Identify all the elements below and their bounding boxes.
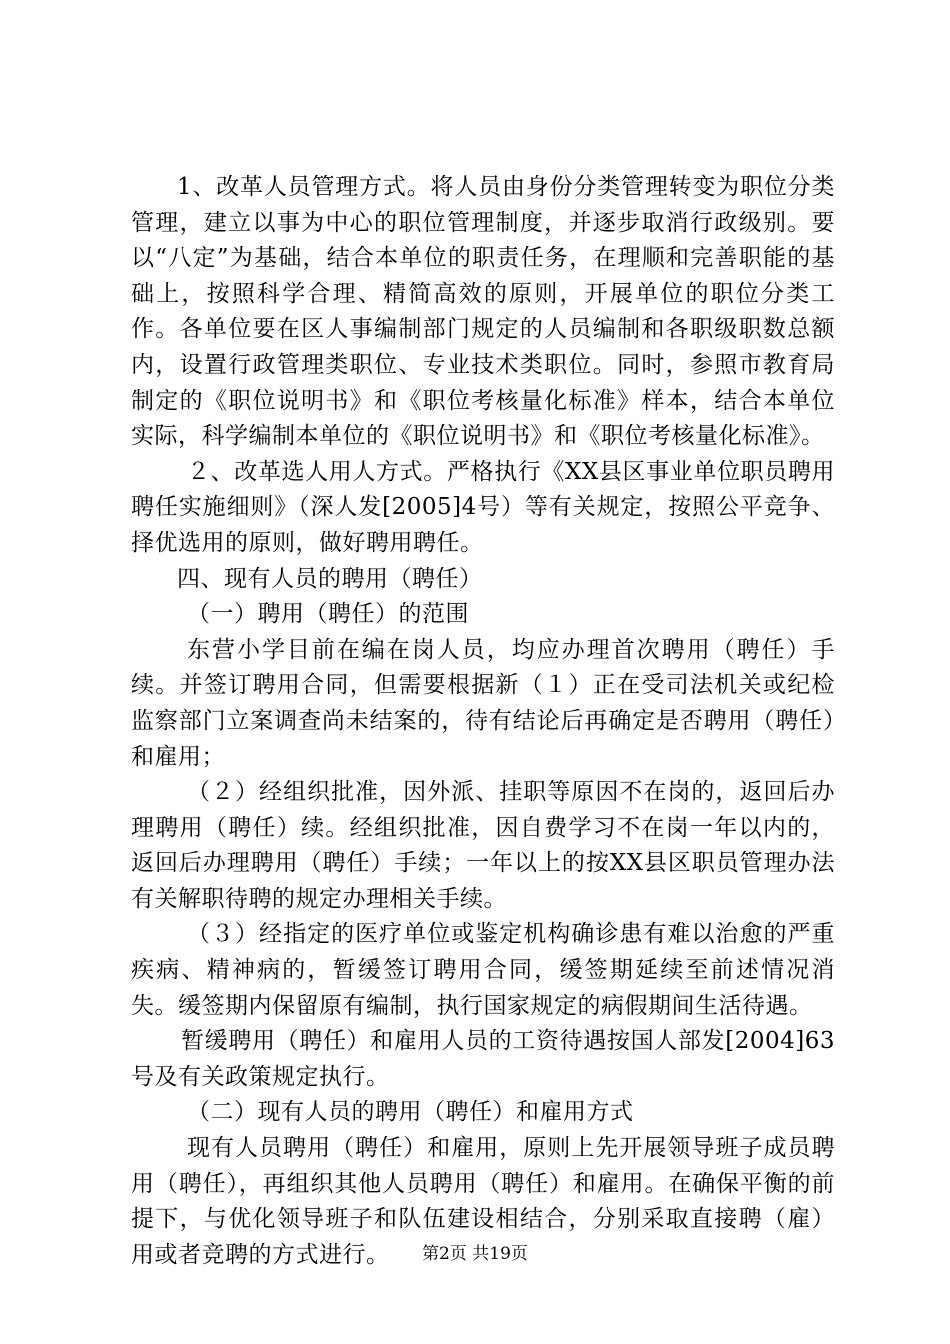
heading-current-staff-hiring: 四、现有人员的聘用（聘任） [177,565,483,592]
page-number-footer: 第2页 共19页 [422,1244,528,1264]
subheading-hiring-method: （二）现有人员的聘用（聘任）和雇用方式 [187,1099,634,1126]
subheading-hiring-scope: （一）聘用（聘任）的范围 [187,601,469,628]
paragraph-hiring-scope: 东营小学目前在编在岗人员，均应办理首次聘用（聘任）手续。并签订聘用合同，但需要根据新（１）正在受司法机关或纪检监察部门立案调查尚未结案的，待有结论后再确定是否聘用（聘任）和雇用； [131,636,835,770]
paragraph-item-2: （２）经组织批准，因外派、挂职等原因不在岗的，返回后办理聘用（聘任）续。经组织批准，因自费学习不在岗一年以内的，返回后办理聘用（聘任）手续；一年以上的按XX县区职员管理办法有关解职待聘的规定办理相关手续。 [131,779,835,912]
paragraph-item-3: （３）经指定的医疗单位或鉴定机构确诊患有难以治愈的严重疾病、精神病的，暂缓签订聘用合同，缓签期延续至前述情况消失。缓签期内保留原有编制，执行国家规定的病假期间生活待遇。 [131,921,835,1019]
paragraph-reform-selection-method: ２、改革选人用人方式。严格执行《XX县区事业单位职员聘用聘任实施细则》（深人发[2005]4号）等有关规定，按照公平竞争、择优选用的原则，做好聘用聘任。 [131,458,835,556]
paragraph-deferred-salary: 暂缓聘用（聘任）和雇用人员的工资待遇按国人部发[2004]63号及有关政策规定执行。 [131,1028,835,1090]
paragraph-hiring-method: 现有人员聘用（聘任）和雇用，原则上先开展领导班子成员聘用（聘任），再组织其他人员聘用（聘任）和雇用。在确保平衡的前提下，与优化领导班子和队伍建设相结合，分别采取直接聘（雇）用或者竞聘的方式进行。 [131,1135,835,1268]
document-body [131,170,835,1273]
paragraph-reform-personnel-management: 1、改革人员管理方式。将人员由身份分类管理转变为职位分类管理，建立以事为中心的职位管理制度，并逐步取消行政级别。要以“八定”为基础，结合本单位的职责任务，在理顺和完善职能的基础上，按照科学合理、精简高效的原则，开展单位的职位分类工作。各单位要在区人事编制部门规定的人员编制和各职级职数总额内，设置行政管理类职位、专业技术类职位。同时，参照市教育局制定的《职位说明书》和《职位考核量化标准》样本，结合本单位实际，科学编制本单位的《职位说明书》和《职位考核量化标准》。 [131,174,835,450]
